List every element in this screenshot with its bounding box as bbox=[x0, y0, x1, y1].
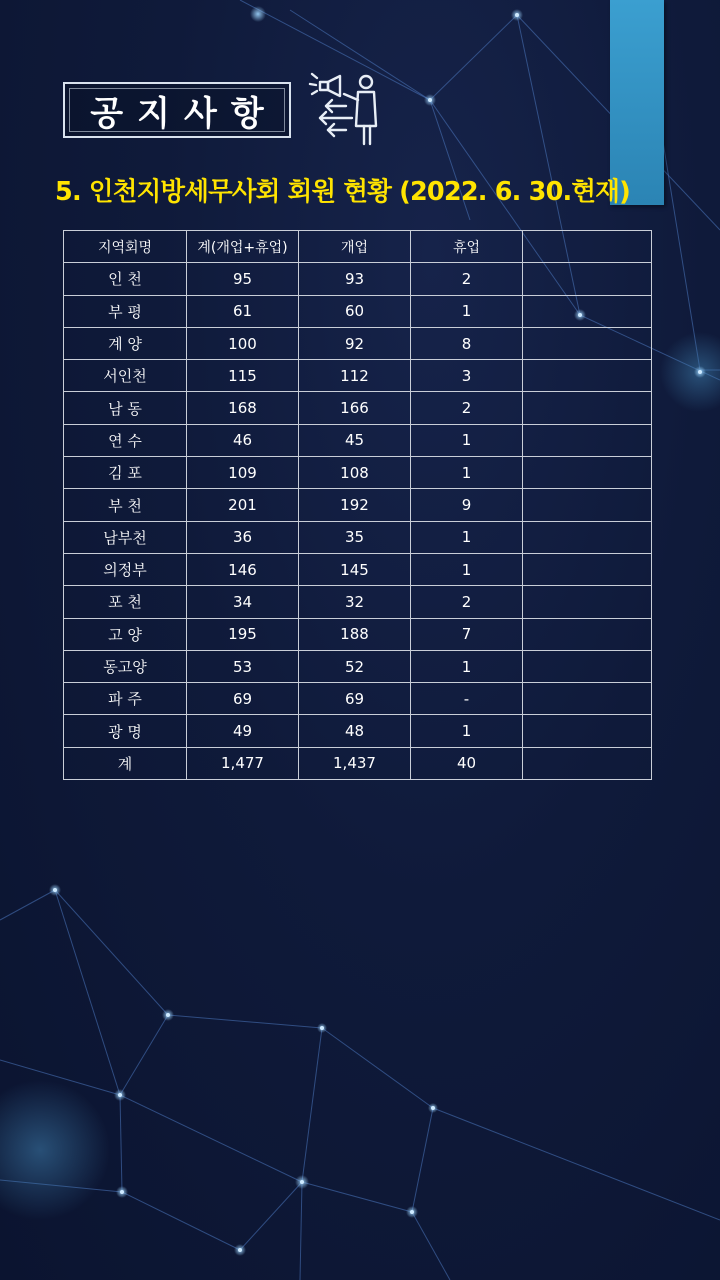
cell-region: 부 평 bbox=[64, 295, 187, 327]
table-row bbox=[64, 683, 652, 715]
cell-open: 92 bbox=[299, 327, 411, 359]
cell-region: 서인천 bbox=[64, 360, 187, 392]
cell-blank bbox=[523, 683, 652, 715]
cell-region: 광 명 bbox=[64, 715, 187, 747]
cell-region: 파 주 bbox=[64, 683, 187, 715]
table-row bbox=[64, 424, 652, 456]
cell-blank bbox=[523, 650, 652, 682]
cell-total: 69 bbox=[187, 683, 299, 715]
cell-blank bbox=[523, 392, 652, 424]
header-region: 지역회명 bbox=[64, 231, 187, 263]
table-row bbox=[64, 650, 652, 682]
cell-total: 34 bbox=[187, 586, 299, 618]
cell-blank bbox=[523, 263, 652, 295]
table-header-row bbox=[64, 231, 652, 263]
table-row bbox=[64, 489, 652, 521]
cell-open: 32 bbox=[299, 586, 411, 618]
cell-closed: 7 bbox=[411, 618, 523, 650]
cell-closed: 9 bbox=[411, 489, 523, 521]
cell-blank bbox=[523, 747, 652, 779]
cell-blank bbox=[523, 586, 652, 618]
table-row bbox=[64, 295, 652, 327]
cell-blank bbox=[523, 715, 652, 747]
cell-open: 93 bbox=[299, 263, 411, 295]
cell-closed: 8 bbox=[411, 327, 523, 359]
table-row bbox=[64, 521, 652, 553]
cell-region: 계 양 bbox=[64, 327, 187, 359]
cell-total: 1,477 bbox=[187, 747, 299, 779]
cell-total: 195 bbox=[187, 618, 299, 650]
cell-open: 166 bbox=[299, 392, 411, 424]
cell-total: 201 bbox=[187, 489, 299, 521]
cell-blank bbox=[523, 295, 652, 327]
cell-blank bbox=[523, 327, 652, 359]
cell-open: 145 bbox=[299, 553, 411, 585]
cell-closed: 2 bbox=[411, 263, 523, 295]
cell-open: 45 bbox=[299, 424, 411, 456]
cell-region: 인 천 bbox=[64, 263, 187, 295]
cell-blank bbox=[523, 424, 652, 456]
cell-open: 60 bbox=[299, 295, 411, 327]
cell-open: 188 bbox=[299, 618, 411, 650]
header-blank bbox=[523, 231, 652, 263]
cell-closed: 1 bbox=[411, 424, 523, 456]
table-row bbox=[64, 618, 652, 650]
cell-open: 108 bbox=[299, 457, 411, 489]
megaphone-presenter-icon bbox=[306, 70, 386, 146]
cell-open: 48 bbox=[299, 715, 411, 747]
cell-closed: 1 bbox=[411, 650, 523, 682]
cell-open: 69 bbox=[299, 683, 411, 715]
cell-open: 192 bbox=[299, 489, 411, 521]
cell-region: 고 양 bbox=[64, 618, 187, 650]
header-closed: 휴업 bbox=[411, 231, 523, 263]
table-row bbox=[64, 360, 652, 392]
cell-region: 포 천 bbox=[64, 586, 187, 618]
cell-region: 남부천 bbox=[64, 521, 187, 553]
cell-total: 95 bbox=[187, 263, 299, 295]
cell-region: 계 bbox=[64, 747, 187, 779]
cell-closed: 2 bbox=[411, 392, 523, 424]
cell-region: 부 천 bbox=[64, 489, 187, 521]
table-total-row bbox=[64, 747, 652, 779]
table-row bbox=[64, 553, 652, 585]
header-open: 개업 bbox=[299, 231, 411, 263]
header-total: 계(개업+휴업) bbox=[187, 231, 299, 263]
cell-blank bbox=[523, 618, 652, 650]
headline: 5. 인천지방세무사회 회원 현황 (2022. 6. 30.현재) bbox=[55, 177, 630, 207]
cell-closed: 3 bbox=[411, 360, 523, 392]
cell-region: 김 포 bbox=[64, 457, 187, 489]
table-row bbox=[64, 327, 652, 359]
cell-region: 동고양 bbox=[64, 650, 187, 682]
cell-blank bbox=[523, 489, 652, 521]
cell-total: 49 bbox=[187, 715, 299, 747]
table-row bbox=[64, 715, 652, 747]
cell-blank bbox=[523, 457, 652, 489]
table-row bbox=[64, 586, 652, 618]
cell-closed: 40 bbox=[411, 747, 523, 779]
cell-open: 1,437 bbox=[299, 747, 411, 779]
cell-total: 168 bbox=[187, 392, 299, 424]
member-status-table bbox=[63, 230, 652, 780]
cell-open: 52 bbox=[299, 650, 411, 682]
cell-blank bbox=[523, 553, 652, 585]
cell-total: 109 bbox=[187, 457, 299, 489]
cell-blank bbox=[523, 521, 652, 553]
table-row bbox=[64, 263, 652, 295]
cell-total: 53 bbox=[187, 650, 299, 682]
table-row bbox=[64, 392, 652, 424]
cell-closed: 2 bbox=[411, 586, 523, 618]
cell-total: 61 bbox=[187, 295, 299, 327]
cell-region: 남 동 bbox=[64, 392, 187, 424]
table-row bbox=[64, 457, 652, 489]
cell-closed: 1 bbox=[411, 715, 523, 747]
notice-badge bbox=[63, 82, 291, 138]
cell-blank bbox=[523, 360, 652, 392]
cell-region: 연 수 bbox=[64, 424, 187, 456]
cell-total: 46 bbox=[187, 424, 299, 456]
cell-total: 115 bbox=[187, 360, 299, 392]
cell-closed: 1 bbox=[411, 295, 523, 327]
cell-closed: 1 bbox=[411, 457, 523, 489]
notice-title: 공지사항 bbox=[90, 93, 278, 134]
cell-closed: - bbox=[411, 683, 523, 715]
cell-closed: 1 bbox=[411, 553, 523, 585]
cell-open: 112 bbox=[299, 360, 411, 392]
cell-total: 36 bbox=[187, 521, 299, 553]
cell-open: 35 bbox=[299, 521, 411, 553]
cell-total: 100 bbox=[187, 327, 299, 359]
cell-region: 의정부 bbox=[64, 553, 187, 585]
cell-total: 146 bbox=[187, 553, 299, 585]
cell-closed: 1 bbox=[411, 521, 523, 553]
